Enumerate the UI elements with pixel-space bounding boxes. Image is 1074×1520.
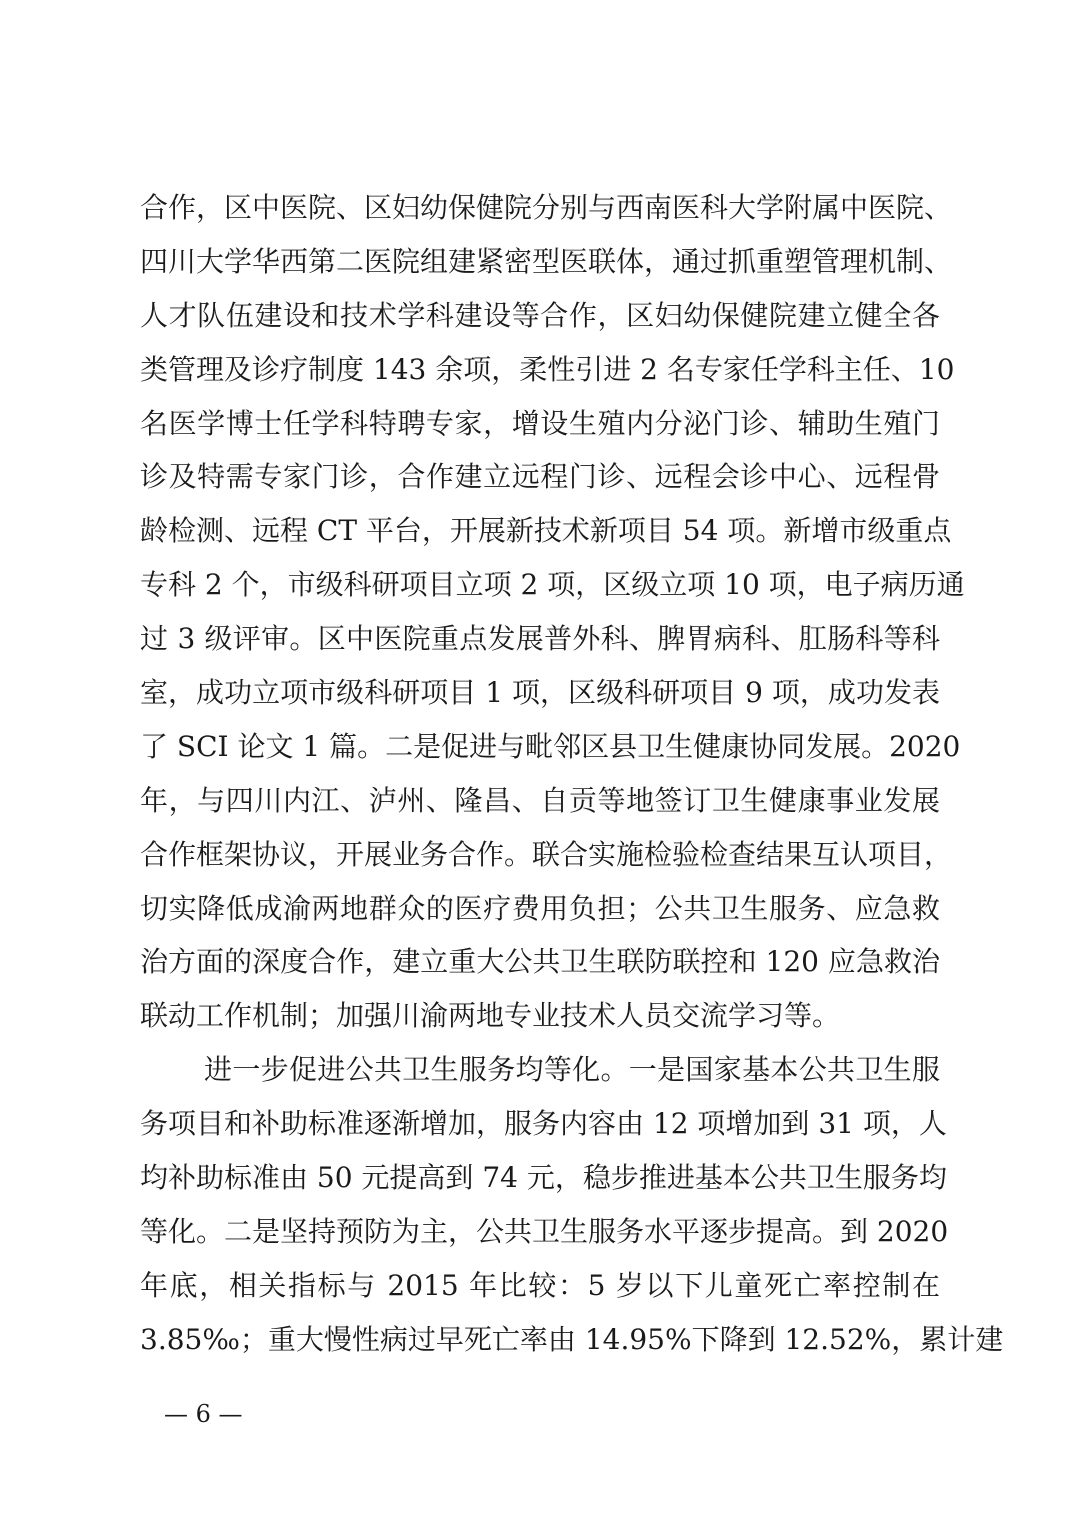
text-line: 合作框架协议，开展业务合作。联合实施检验检查结果互认项目，: [140, 837, 953, 871]
text-line: 均补助标准由 50 元提高到 74 元，稳步推进基本公共卫生服务均: [140, 1161, 947, 1195]
text-line: 务项目和补助标准逐渐增加，服务内容由 12 项增加到 31 项，人: [140, 1107, 947, 1141]
text-line: 了 SCI 论文 1 篇。二是促进与毗邻区县卫生健康协同发展。2020: [140, 729, 961, 763]
text-line: 室，成功立项市级科研项目 1 项，区级科研项目 9 项，成功发表: [140, 676, 940, 710]
text-line: 人才队伍建设和技术学科建设等合作，区妇幼保健院建立健全各: [140, 298, 940, 332]
text-line: 四川大学华西第二医院组建紧密型医联体，通过抓重塑管理机制、: [140, 244, 953, 278]
text-line: 名医学博士任学科特聘专家，增设生殖内分泌门诊、辅助生殖门: [140, 406, 940, 440]
text-line: 年，与四川内江、泸州、隆昌、自贡等地签订卫生健康事业发展: [140, 783, 940, 817]
text-line: 等化。二是坚持预防为主，公共卫生服务水平逐步提高。到 2020: [140, 1214, 949, 1248]
paragraph-end-line: 联动工作机制；加强川渝两地专业技术人员交流学习等。: [140, 999, 841, 1033]
text-line: 年底，相关指标与 2015 年比较：5 岁以下儿童死亡率控制在: [140, 1268, 940, 1302]
text-line: 类管理及诊疗制度 143 余项，柔性引进 2 名专家任学科主任、10: [140, 352, 955, 386]
text-line: 过 3 级评审。区中医院重点发展普外科、脾胃病科、肛肠科等科: [140, 622, 940, 656]
page-number: — 6 —: [164, 1400, 243, 1428]
paragraph-start-line: 进一步促进公共卫生服务均等化。一是国家基本公共卫生服: [204, 1053, 940, 1087]
text-line: 龄检测、远程 CT 平台，开展新技术新项目 54 项。新增市级重点: [140, 514, 952, 548]
body-text: [140, 181, 1004, 1367]
text-line: 合作，区中医院、区妇幼保健院分别与西南医科大学附属中医院、: [140, 191, 953, 224]
text-line: 诊及特需专家门诊，合作建立远程门诊、远程会诊中心、远程骨: [140, 460, 940, 494]
text-line: 治方面的深度合作，建立重大公共卫生联防联控和 120 应急救治: [140, 945, 940, 979]
text-line: 切实降低成渝两地群众的医疗费用负担；公共卫生服务、应急救: [140, 891, 940, 925]
text-line: 3.85‰；重大慢性病过早死亡率由 14.95%下降到 12.52%，累计建: [140, 1322, 1004, 1356]
text-line: 专科 2 个，市级科研项目立项 2 项，区级立项 10 项，电子病历通: [140, 568, 965, 602]
